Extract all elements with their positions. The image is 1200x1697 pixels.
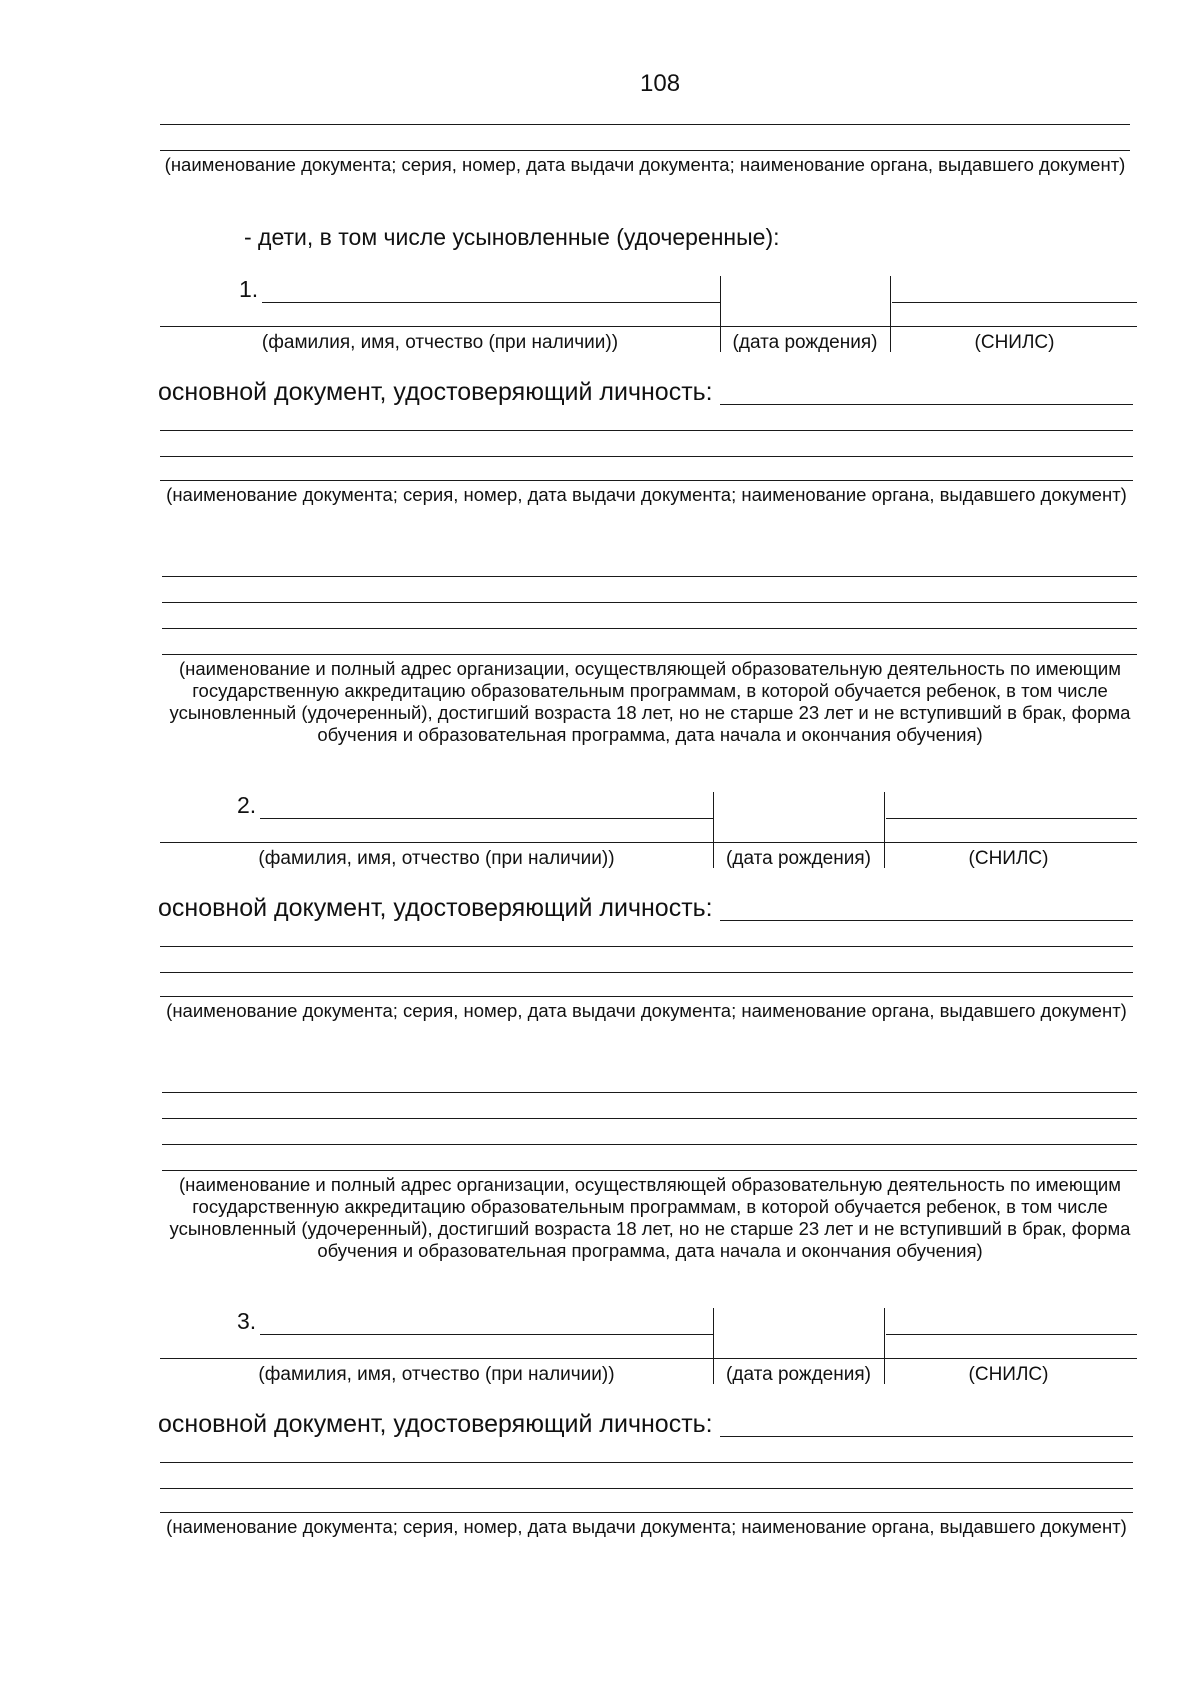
document-field-line[interactable] <box>160 946 1133 947</box>
column-divider <box>884 1308 885 1384</box>
snils-field[interactable] <box>886 818 1137 819</box>
column-divider <box>890 276 891 352</box>
document-field-line[interactable] <box>160 456 1133 457</box>
document-caption: (наименование документа; серия, номер, дата выдачи документа; наименование органа, выдавшего документ) <box>166 1516 1127 1537</box>
document-field-line[interactable] <box>160 1488 1133 1489</box>
snils-caption: (СНИЛС) <box>968 848 1049 869</box>
fio-field[interactable] <box>260 1334 713 1335</box>
document-caption: (наименование документа; серия, номер, дата выдачи документа; наименование органа, выдавшего документ) <box>166 1000 1127 1021</box>
page-number: 108 <box>640 70 681 97</box>
document-field-line[interactable] <box>160 972 1133 973</box>
fio-field[interactable] <box>262 302 720 303</box>
organization-field-line[interactable] <box>162 1118 1137 1119</box>
row-underline <box>160 1358 1137 1359</box>
birth-caption: (дата рождения) <box>726 848 871 869</box>
document-field-line[interactable] <box>160 1462 1133 1463</box>
document-caption: (наименование документа; серия, номер, дата выдачи документа; наименование органа, выдавшего документ) <box>164 154 1126 175</box>
organization-field-line[interactable] <box>162 1092 1137 1093</box>
snils-field[interactable] <box>886 1334 1137 1335</box>
organization-caption: (наименование и полный адрес организации, осуществляющей образовательную деятельность по имеющим государственную аккредитацию образовательным программам, в которой обучается ребенок, в том числе усыновленный (удочеренный), достигший возраста 18 лет, но не старше 23 лет и не вступивший в брак, форма обучения и образовательная программа, дата начала и окончания обучения) <box>169 1174 1131 1261</box>
organization-field-line[interactable] <box>162 628 1137 629</box>
child-number: 3. <box>237 1308 257 1334</box>
id-doc-field[interactable] <box>720 920 1133 921</box>
organization-caption: (наименование и полный адрес организации, осуществляющей образовательную деятельность по имеющим государственную аккредитацию образовательным программам, в которой обучается ребенок, в том числе усыновленный (удочеренный), достигший возраста 18 лет, но не старше 23 лет и не вступивший в брак, форма обучения и образовательная программа, дата начала и окончания обучения) <box>169 658 1131 745</box>
id-doc-label: основной документ, удостоверяющий личность: <box>158 378 713 406</box>
document-field-line[interactable] <box>160 430 1133 431</box>
document-caption: (наименование документа; серия, номер, дата выдачи документа; наименование органа, выдавшего документ) <box>166 484 1127 505</box>
organization-field-line[interactable] <box>162 654 1137 655</box>
organization-field-line[interactable] <box>162 1170 1137 1171</box>
fio-field[interactable] <box>260 818 713 819</box>
document-field-line[interactable] <box>160 480 1133 481</box>
document-field-line[interactable] <box>160 124 1130 125</box>
snils-caption: (СНИЛС) <box>968 1364 1049 1385</box>
child-number: 2. <box>237 792 257 818</box>
document-field-line[interactable] <box>160 996 1133 997</box>
children-intro: - дети, в том числе усыновленные (удочеренные): <box>244 224 780 250</box>
snils-caption: (СНИЛС) <box>974 332 1055 353</box>
organization-field-line[interactable] <box>162 602 1137 603</box>
fio-caption: (фамилия, имя, отчество (при наличии)) <box>258 1364 615 1385</box>
organization-field-line[interactable] <box>162 576 1137 577</box>
fio-caption: (фамилия, имя, отчество (при наличии)) <box>258 848 615 869</box>
organization-field-line[interactable] <box>162 1144 1137 1145</box>
row-underline <box>160 842 1137 843</box>
fio-caption: (фамилия, имя, отчество (при наличии)) <box>261 332 619 353</box>
id-doc-label: основной документ, удостоверяющий личность: <box>158 894 713 922</box>
birth-caption: (дата рождения) <box>726 1364 871 1385</box>
snils-field[interactable] <box>892 302 1137 303</box>
birth-caption: (дата рождения) <box>732 332 878 353</box>
row-underline <box>160 326 1137 327</box>
child-number: 1. <box>239 276 259 302</box>
document-field-line[interactable] <box>160 150 1130 151</box>
column-divider <box>884 792 885 868</box>
document-field-line[interactable] <box>160 1512 1133 1513</box>
id-doc-field[interactable] <box>720 404 1133 405</box>
id-doc-field[interactable] <box>720 1436 1133 1437</box>
id-doc-label: основной документ, удостоверяющий личность: <box>158 1410 713 1438</box>
